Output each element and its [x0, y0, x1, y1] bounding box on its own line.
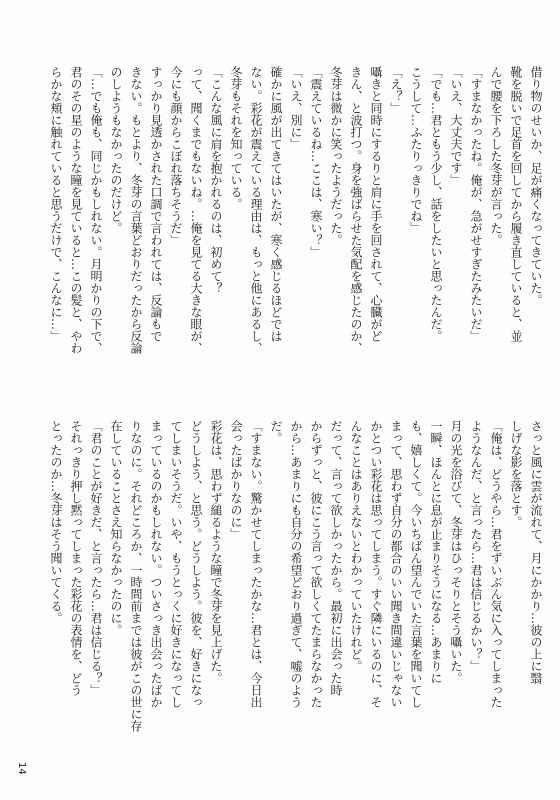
text-line: きない。もとより、冬芽の言葉どおりだったから反論: [129, 66, 143, 354]
text-line: 靴を脱いで足首を回してから履き直していると、並: [509, 66, 523, 342]
text-line: 会ったばかりなのに」: [229, 420, 243, 540]
text-line: 今にも顔からこぼれ落ちそうだ」: [169, 66, 183, 246]
text-line: って、聞くまでもないね。…俺を見てる大きな眼が、: [189, 66, 203, 354]
text-line: だって、言って欲しかったから。最初に出会った時: [329, 420, 343, 696]
text-line: 彩花は、思わず縋るような瞳で冬芽を見上げた。: [209, 420, 223, 684]
text-line: 借り物のせいか、足が痛くなってきていた。: [529, 66, 543, 306]
text-line: かとつい彩花は思ってしまう。すぐ隣にいるのに、そ: [369, 420, 383, 708]
text-line: 「…でも俺も、同じかもしれない。月明かりの下で、: [89, 66, 103, 354]
text-line: まっているのかもしれない。ついさっき出会ったばか: [149, 420, 163, 708]
text-line: きん、と波打つ。身を強ばらせた気配を感じたのか、: [349, 66, 363, 354]
text-line: 一瞬、ほんとに息が止まりそうになる…あまりに: [429, 420, 443, 684]
text-line: それっきり押し黙ってしまった彩花の表情を、どう: [69, 420, 83, 696]
text-line: 冬芽は微かに笑ったようだった。: [329, 66, 343, 246]
text-line: らかな頬に触れていると思うだけで、こんなに…」: [49, 66, 63, 342]
text-line: 囁きと同時にするりと肩に手を回されて、心臓がど: [369, 66, 383, 342]
bottom-text-block: [16, 420, 546, 750]
text-line: ない。彩花が震えている理由は、もっと他にあるし、: [249, 66, 263, 354]
text-line: 「震えているね…ここは、寒い？」: [309, 66, 323, 258]
text-line: からずっと、彼にこう言って欲しくてたまらなかった: [309, 420, 323, 708]
text-line: 在していることさえ知らなかったのに。: [109, 420, 123, 636]
text-line: 冬芽もそれを知っている。: [229, 66, 243, 210]
text-line: 「いえ、別に」: [289, 66, 303, 150]
text-line: 月の光を浴びて、冬芽はひっそりとそう囁いた。: [449, 420, 463, 684]
text-line: ようなんだ、と言ったら…君は信じるかい？」: [469, 420, 483, 672]
text-line: すっかり見透かされた口調で言われては、反論もで: [149, 66, 163, 342]
text-line: 「こんな風に肩を抱かれるのは、初めて？: [209, 66, 223, 294]
text-line: も、嬉しくて。今いちばん望んでいた言葉を聞いてし: [409, 420, 423, 708]
text-line: こうして…ふたりっきりでね」: [409, 66, 423, 234]
text-line: 「でも…君ともう少し、話をしたいと思ったんだ。: [429, 66, 443, 342]
top-text-block: [16, 66, 546, 396]
text-line: んなことはありえないとわかっていたけれど。: [349, 420, 363, 672]
text-line: しげな影を落とす。: [509, 420, 523, 528]
text-line: のしようもなかったのだけど。: [109, 66, 123, 234]
page-number: 14: [16, 762, 27, 775]
text-line: 「すまない。驚かせてしまったかな…君とは、今日出: [249, 420, 263, 708]
text-line: から…あまりにも自分の希望どおり過ぎて、嘘のよう: [289, 420, 303, 708]
text-line: りなのに。それどころか、一時間前までは彼がこの世に存: [129, 420, 143, 732]
text-line: さっと風に雲が流れて、月にかかり…彼の上に翳: [529, 420, 543, 684]
text-line: 「いえ、大丈夫です」: [449, 66, 463, 186]
text-line: てしまいそうだ。いや、もうとっくに好きになってし: [169, 420, 183, 708]
text-line: んで腰を下ろした冬芽が言った。: [489, 66, 503, 246]
text-line: まって、思わず自分の都合のいい聞き間違いじゃない: [389, 420, 403, 708]
text-line: 「え？」: [389, 66, 403, 114]
text-line: だ。: [269, 420, 283, 444]
text-line: 確かに風が出てきてはいたが、寒く感じるほどでは: [269, 66, 283, 342]
text-line: 君のその星のような瞳を見ていると…この髪と、やわ: [69, 66, 83, 354]
text-line: 「俺は、どうやら…君をずいぶん気に入ってしまった: [489, 420, 503, 708]
text-line: とったのか…冬芽はそう聞いてくる。: [49, 420, 63, 624]
text-line: どうしよう、と思う。どうしよう。彼を、好きになっ: [189, 420, 203, 708]
text-line: 「すまなかったね。俺が、急がせすぎたみたいだ」: [469, 66, 483, 342]
text-line: 「君のことが好きだ、と言ったら…君は信じる？」: [89, 420, 103, 696]
